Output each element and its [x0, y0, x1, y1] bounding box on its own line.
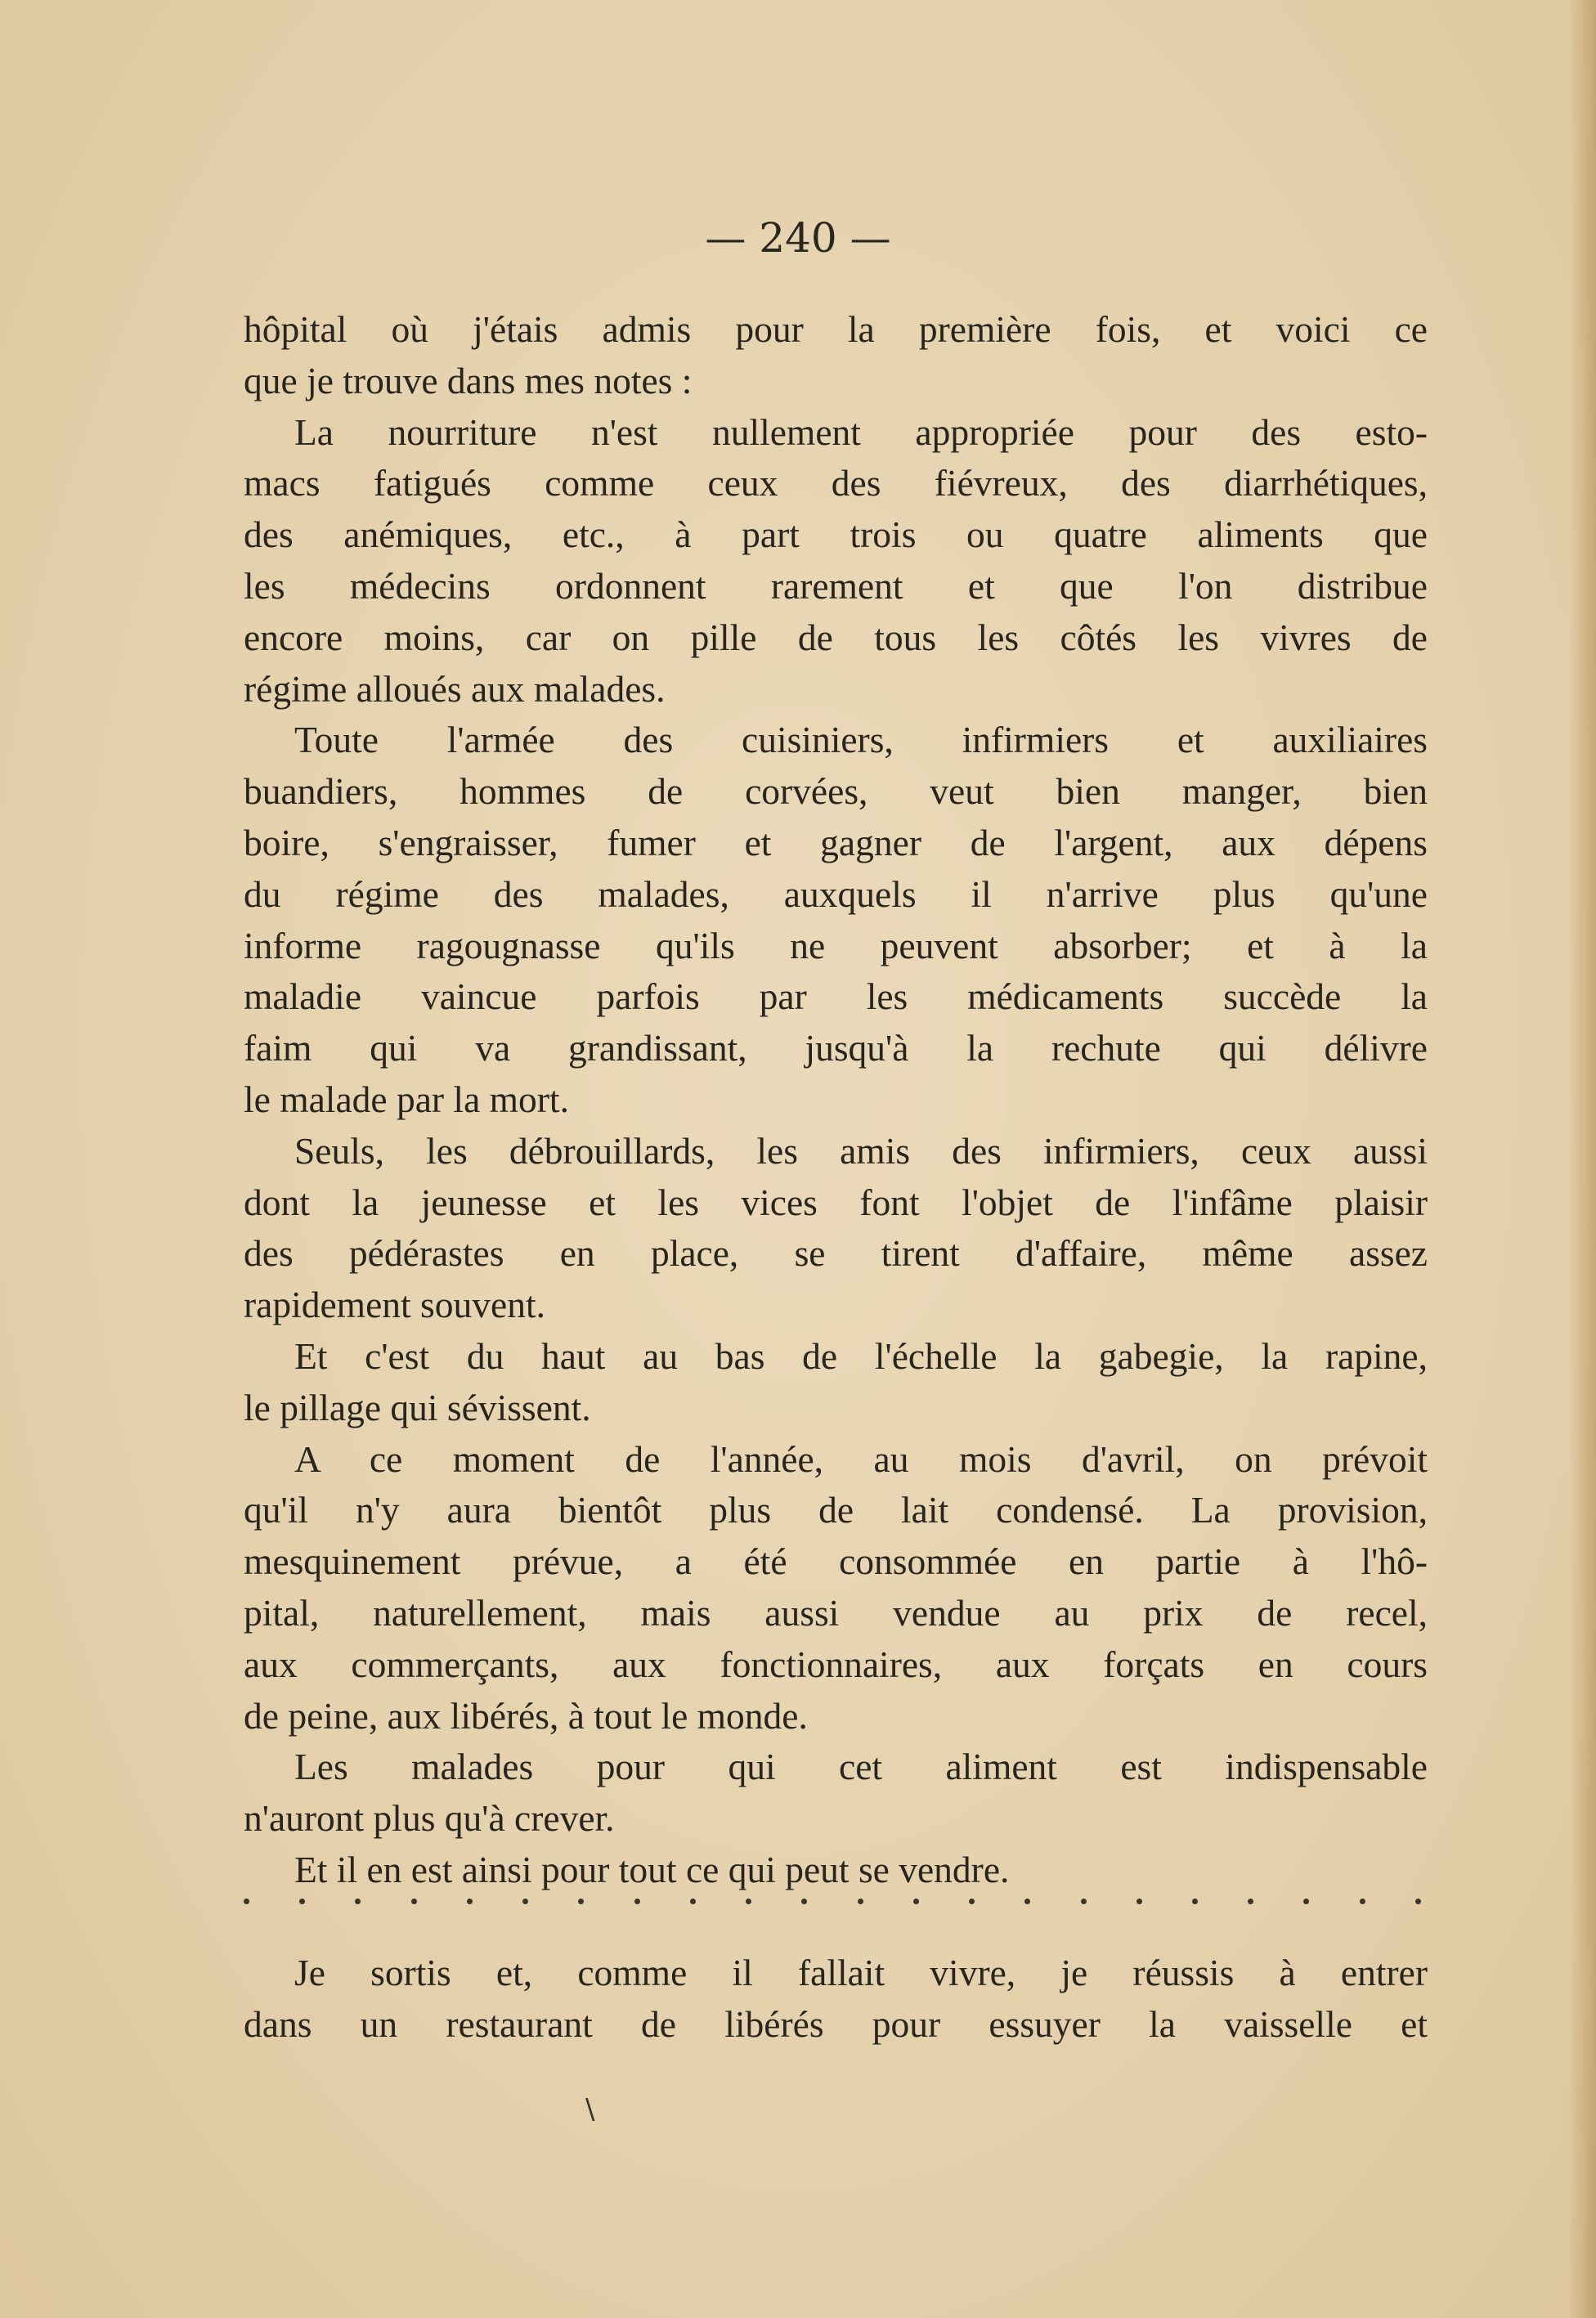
- separator-dot: [578, 1899, 584, 1904]
- text-line: buandiers, hommes de corvées, veut bien manger, bien: [244, 770, 1428, 813]
- text-line: Seuls, les débrouillards, les amis des infirmiers, ceux aussi: [294, 1129, 1428, 1172]
- text-line: La nourriture n'est nullement appropriée pour des esto-: [294, 410, 1428, 453]
- page-edge-shadow: [1568, 0, 1596, 2318]
- separator-dot: [746, 1899, 751, 1904]
- separator-dot: [801, 1899, 807, 1904]
- text-line: encore moins, car on pille de tous les côtés les vivres de: [244, 616, 1428, 658]
- text-line: rapidement souvent.: [244, 1284, 545, 1326]
- closing-paragraph: [244, 1948, 1428, 2051]
- text-line: macs fatigués comme ceux des fiévreux, des diarrhétiques,: [244, 462, 1428, 504]
- text-line: boire, s'engraisser, fumer et gagner de l'argent, aux dépens: [244, 821, 1428, 863]
- separator-dot: [411, 1899, 417, 1904]
- separator-dot: [1360, 1899, 1365, 1904]
- text-line: Et c'est du haut au bas de l'échelle la gabegie, la rapine,: [294, 1334, 1428, 1377]
- text-line: Je sortis et, comme il fallait vivre, je réussis à entrer: [294, 1952, 1428, 1993]
- separator-dot: [299, 1899, 305, 1904]
- separator-dot: [969, 1899, 975, 1904]
- text-line: faim qui va grandissant, jusqu'à la rechute qui délivre: [244, 1027, 1428, 1069]
- text-line: dans un restaurant de libérés pour essuyer la vaisselle et: [244, 2002, 1428, 2045]
- separator-dot: [522, 1899, 528, 1904]
- text-line: des anémiques, etc., à part trois ou quatre aliments que: [244, 513, 1428, 556]
- text-line: les médecins ordonnent rarement et que l'on distribue: [244, 564, 1428, 607]
- separator-dot: [467, 1899, 473, 1904]
- section-separator: [244, 1899, 1421, 1931]
- text-line: régime alloués aux malades.: [244, 667, 666, 710]
- separator-dot: [913, 1899, 919, 1904]
- text-line: pital, naturellement, mais aussi vendue au prix de recel,: [244, 1591, 1428, 1634]
- separator-dot: [690, 1899, 696, 1904]
- stray-mark: \: [585, 2093, 595, 2126]
- text-line: qu'il n'y aura bientôt plus de lait condensé. La provision,: [244, 1489, 1428, 1531]
- separator-dot: [858, 1899, 863, 1904]
- separator-dot: [1081, 1899, 1087, 1904]
- text-line: aux commerçants, aux fonctionnaires, aux forçats en cours: [244, 1643, 1428, 1685]
- text-line: le pillage qui sévissent.: [244, 1386, 591, 1428]
- separator-dot: [1415, 1899, 1421, 1904]
- separator-dot: [1136, 1899, 1142, 1904]
- separator-dot: [244, 1899, 249, 1904]
- text-line: de peine, aux libérés, à tout le monde.: [244, 1694, 808, 1737]
- text-line: dont la jeunesse et les vices font l'objet de l'infâme plaisir: [244, 1181, 1428, 1223]
- text-line: Les malades pour qui cet aliment est indispensable: [294, 1746, 1428, 1788]
- separator-dot: [1192, 1899, 1198, 1904]
- text-line: que je trouve dans mes notes :: [244, 359, 693, 401]
- separator-dot: [1303, 1899, 1309, 1904]
- page-number: — 240 —: [705, 214, 891, 262]
- separator-dot: [634, 1899, 640, 1904]
- text-line: du régime des malades, auxquels il n'arrive plus qu'une: [244, 872, 1428, 915]
- separator-dot: [355, 1899, 361, 1904]
- text-line: le malade par la mort.: [244, 1078, 569, 1120]
- separator-dot: [1248, 1899, 1253, 1904]
- text-line: mesquinement prévue, a été consommée en partie à l'hô-: [244, 1540, 1428, 1583]
- text-line: maladie vaincue parfois par les médicaments succède la: [244, 975, 1428, 1018]
- text-line: Et il en est ainsi pour tout ce qui peut se vendre.: [294, 1848, 1010, 1890]
- separator-dot: [1024, 1899, 1030, 1904]
- text-line: n'auront plus qu'à crever.: [244, 1797, 615, 1840]
- text-line: hôpital où j'étais admis pour la première fois, et voici ce: [244, 308, 1428, 350]
- text-line: A ce moment de l'année, au mois d'avril, on prévoit: [294, 1437, 1428, 1480]
- text-line: informe ragougnasse qu'ils ne peuvent absorber; et à la: [244, 924, 1428, 966]
- text-line: des pédérastes en place, se tirent d'affaire, même assez: [244, 1232, 1428, 1275]
- body-text: [244, 304, 1428, 1896]
- text-line: Toute l'armée des cuisiniers, infirmiers et auxiliaires: [294, 719, 1428, 761]
